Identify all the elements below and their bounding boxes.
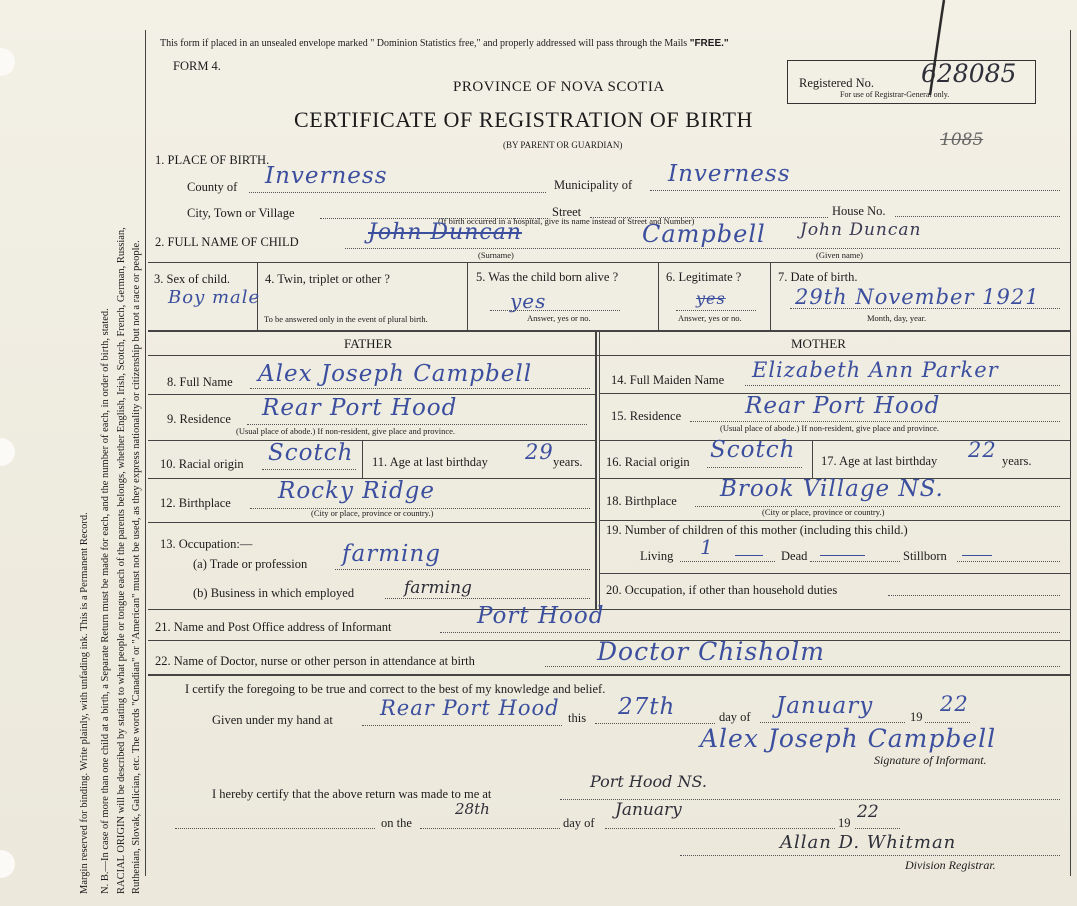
mail-notice: This form if placed in an unsealed envelope marked " Dominion Statistics free," and properly addressed will pass through the Mails "FREE." — [160, 38, 729, 49]
surname-note: (Surname) — [478, 250, 514, 260]
rule — [770, 262, 771, 330]
father-name-value: Alex Joseph Campbell — [258, 361, 533, 387]
dob-note: Month, day, year. — [867, 313, 927, 323]
given-label: Given under my hand at — [212, 713, 333, 727]
year-prefix: 19 — [910, 710, 923, 724]
given-place-line — [362, 725, 562, 726]
legitimate-label: 6. Legitimate ? — [666, 270, 742, 284]
mother-children-label: 19. Number of children of this mother (including this child.) — [606, 523, 908, 537]
margin-note-2: N. B.—In case of more than one child at a birth, a Separate Return must be made for each, and the number of each, in order of birth, stated. — [100, 308, 111, 894]
father-name-line — [250, 388, 590, 389]
county-value: Inverness — [265, 163, 388, 189]
father-trade-line — [335, 569, 590, 570]
registrar-place-value: Port Hood NS. — [590, 772, 707, 791]
dash-mark — [962, 555, 992, 556]
mother-birthplace-note: (City or place, province or country.) — [762, 507, 885, 517]
given-place-value: Rear Port Hood — [380, 696, 560, 720]
father-birthplace-value: Rocky Ridge — [278, 478, 436, 504]
mother-name-value: Elizabeth Ann Parker — [752, 358, 999, 382]
mother-residence-value: Rear Port Hood — [745, 393, 941, 419]
child-given-corrected: John Duncan — [800, 220, 922, 240]
legitimate-note: Answer, yes or no. — [678, 313, 742, 323]
dead-label: Dead — [781, 549, 808, 563]
signature-informant-label: Signature of Informant. — [874, 753, 987, 767]
child-name-label: 2. FULL NAME OF CHILD — [155, 235, 299, 249]
rule — [658, 262, 659, 330]
dash-mark — [735, 555, 763, 556]
mother-years: years. — [1002, 454, 1032, 468]
stillborn-label: Stillborn — [903, 549, 947, 563]
doctor-line — [545, 666, 1060, 667]
mother-occupation-label: 20. Occupation, if other than household duties — [606, 583, 838, 597]
informant-label: 21. Name and Post Office address of Informant — [155, 620, 392, 634]
certificate-subtitle: (BY PARENT OR GUARDIAN) — [503, 140, 623, 150]
rule — [467, 262, 468, 330]
month-line — [760, 722, 905, 723]
mother-racial-label: 16. Racial origin — [606, 455, 690, 469]
father-racial-label: 10. Racial origin — [160, 457, 244, 471]
mother-name-line — [745, 385, 1060, 386]
living-label: Living — [640, 549, 674, 563]
rule — [148, 355, 1070, 356]
certificate-title: CERTIFICATE OF REGISTRATION OF BIRTH — [294, 107, 753, 132]
street-label: Street — [552, 205, 582, 219]
father-trade-value: farming — [342, 541, 441, 567]
mother-racial-line — [707, 467, 802, 468]
father-heading: FATHER — [344, 336, 393, 351]
alive-note: Answer, yes or no. — [527, 313, 591, 323]
mother-heading: MOTHER — [791, 336, 846, 351]
informant-value: Port Hood — [477, 603, 605, 629]
rule — [600, 573, 1070, 574]
margin-note-3: RACIAL ORIGIN will be described by stating to what people or tongue each of the parents belongs, whether English, Irish, Scotch, French, German, Russian, — [116, 227, 127, 894]
city-label: City, Town or Village — [187, 206, 295, 220]
year-line — [925, 722, 970, 723]
hospital-note: (If birth occurred in a hospital, give its name instead of Street and Number) — [438, 216, 695, 226]
county-line — [249, 192, 546, 193]
mother-residence-note: (Usual place of abode.) If non-resident, give place and province. — [720, 423, 940, 433]
mother-birthplace-label: 18. Birthplace — [606, 494, 677, 508]
father-residence-note: (Usual place of abode.) If non-resident, give place and province. — [236, 426, 456, 436]
division-registrar-label: Division Registrar. — [905, 858, 996, 872]
registrar-year-value: 22 — [857, 802, 879, 822]
dob-line — [790, 308, 1060, 309]
mother-residence-line — [690, 421, 1060, 422]
registrar-day-line — [420, 828, 560, 829]
father-residence-label: 9. Residence — [167, 412, 231, 426]
registrar-day-value: 28th — [455, 800, 490, 818]
registrar-month-line — [605, 828, 835, 829]
place-of-birth-heading: 1. PLACE OF BIRTH. — [155, 153, 270, 167]
father-birthplace-note: (City or place, province or country.) — [311, 508, 434, 518]
father-years: years. — [553, 455, 583, 469]
stillborn-line — [957, 561, 1060, 562]
binding-hole — [0, 48, 15, 76]
child-name-line — [345, 248, 1060, 249]
dead-line — [810, 561, 900, 562]
father-residence-value: Rear Port Hood — [262, 395, 458, 421]
legitimate-value: yes — [696, 289, 726, 308]
father-business-line — [385, 598, 590, 599]
dob-value: 29th November 1921 — [795, 285, 1040, 309]
twin-label: 4. Twin, triplet or other ? — [265, 272, 390, 286]
dob-label: 7. Date of birth. — [778, 270, 858, 284]
frame-left-border — [145, 30, 146, 876]
father-name-label: 8. Full Name — [167, 375, 233, 389]
registrar-statement: I hereby certify that the above return was made to me at — [212, 787, 492, 801]
rule — [148, 262, 1070, 263]
frame-right-border — [1070, 30, 1071, 876]
certify-month-value: January — [776, 693, 874, 719]
registrar-blank-line — [175, 828, 375, 829]
registrar-signature: Allan D. Whitman — [780, 832, 957, 853]
alive-label: 5. Was the child born alive ? — [476, 270, 619, 284]
father-age-value: 29 — [525, 440, 554, 464]
doctor-label: 22. Name of Doctor, nurse or other person in attendance at birth — [155, 654, 475, 668]
county-label: County of — [187, 180, 238, 194]
margin-note-4: Ruthenian, Slovak, Galician, etc. The words "Canadian" or "American" must not be used, as they express nationality or citizenship but not a race or people. — [131, 240, 142, 894]
doctor-value: Doctor Chisholm — [597, 637, 826, 666]
father-racial-line — [262, 469, 356, 470]
certify-year-value: 22 — [940, 692, 969, 716]
rule — [148, 674, 1070, 676]
father-age-label: 11. Age at last birthday — [372, 455, 488, 469]
registrar-year-prefix: 19 — [838, 816, 851, 830]
registered-note: For use of Registrar-General only. — [840, 90, 950, 99]
binding-hole — [0, 850, 15, 878]
mother-age-value: 22 — [968, 438, 997, 462]
rule — [148, 522, 595, 523]
municipality-line — [650, 190, 1060, 191]
rule — [812, 440, 813, 478]
child-name-struck: John Duncan — [368, 220, 522, 245]
living-line — [680, 561, 775, 562]
certify-statement: I certify the foregoing to be true and correct to the best of my knowledge and belief. — [185, 682, 606, 696]
old-number: 1085 — [940, 130, 984, 150]
alive-value: yes — [510, 289, 547, 313]
father-trade-label: (a) Trade or profession — [193, 557, 308, 571]
registrar-month-value: January — [615, 800, 682, 820]
living-value: 1 — [700, 535, 714, 559]
child-surname-value: Campbell — [642, 220, 766, 248]
sex-value: Boy male — [168, 287, 261, 308]
rule — [600, 520, 1070, 521]
margin-note-1: Margin reserved for binding. Write plainly, with unfading ink. This is a Permanent Record. — [79, 512, 90, 894]
father-racial-value: Scotch — [268, 440, 354, 466]
father-occupation-label: 13. Occupation:— — [160, 537, 253, 551]
mother-age-label: 17. Age at last birthday — [821, 454, 938, 468]
form-number: FORM 4. — [173, 59, 221, 73]
mother-birthplace-value: Brook Village NS. — [720, 476, 944, 502]
twin-note: To be answered only in the event of plural birth. — [264, 314, 428, 324]
registrar-day-of-label: day of — [563, 816, 595, 830]
informant-line — [440, 632, 1060, 633]
day-line — [595, 723, 715, 724]
rule — [600, 440, 1070, 441]
province-heading: PROVINCE OF NOVA SCOTIA — [453, 79, 665, 95]
father-business-value: farming — [404, 578, 472, 598]
municipality-label: Municipality of — [554, 178, 633, 192]
rule — [148, 609, 1070, 610]
municipality-value: Inverness — [668, 161, 791, 187]
mother-racial-value: Scotch — [710, 437, 796, 463]
legitimate-line — [676, 310, 756, 311]
registered-number-value: 628085 — [921, 59, 1017, 88]
given-name-note: (Given name) — [816, 250, 863, 260]
mother-name-label: 14. Full Maiden Name — [611, 373, 725, 387]
this-label: this — [568, 711, 587, 725]
house-line — [895, 216, 1060, 217]
parents-divider — [595, 330, 597, 609]
alive-line — [490, 310, 620, 311]
house-label: House No. — [832, 204, 886, 218]
binding-hole — [0, 438, 15, 466]
mother-occupation-line — [888, 595, 1060, 596]
day-of-label: day of — [719, 710, 751, 724]
rule — [148, 330, 1070, 332]
informant-signature: Alex Joseph Campbell — [700, 724, 997, 753]
mother-residence-label: 15. Residence — [611, 409, 682, 423]
pen-stroke — [900, 0, 960, 100]
registered-label: Registered No. — [799, 76, 874, 90]
father-birthplace-label: 12. Birthplace — [160, 496, 231, 510]
father-residence-line — [247, 424, 587, 425]
on-the-label: on the — [381, 816, 412, 830]
registrar-year-line — [855, 828, 900, 829]
parents-divider — [599, 330, 600, 609]
father-business-label: (b) Business in which employed — [193, 586, 355, 600]
dash-mark — [820, 555, 865, 556]
sex-label: 3. Sex of child. — [154, 272, 231, 286]
registrar-signature-line — [680, 855, 1060, 856]
certify-day-value: 27th — [618, 694, 676, 720]
rule — [362, 440, 363, 478]
